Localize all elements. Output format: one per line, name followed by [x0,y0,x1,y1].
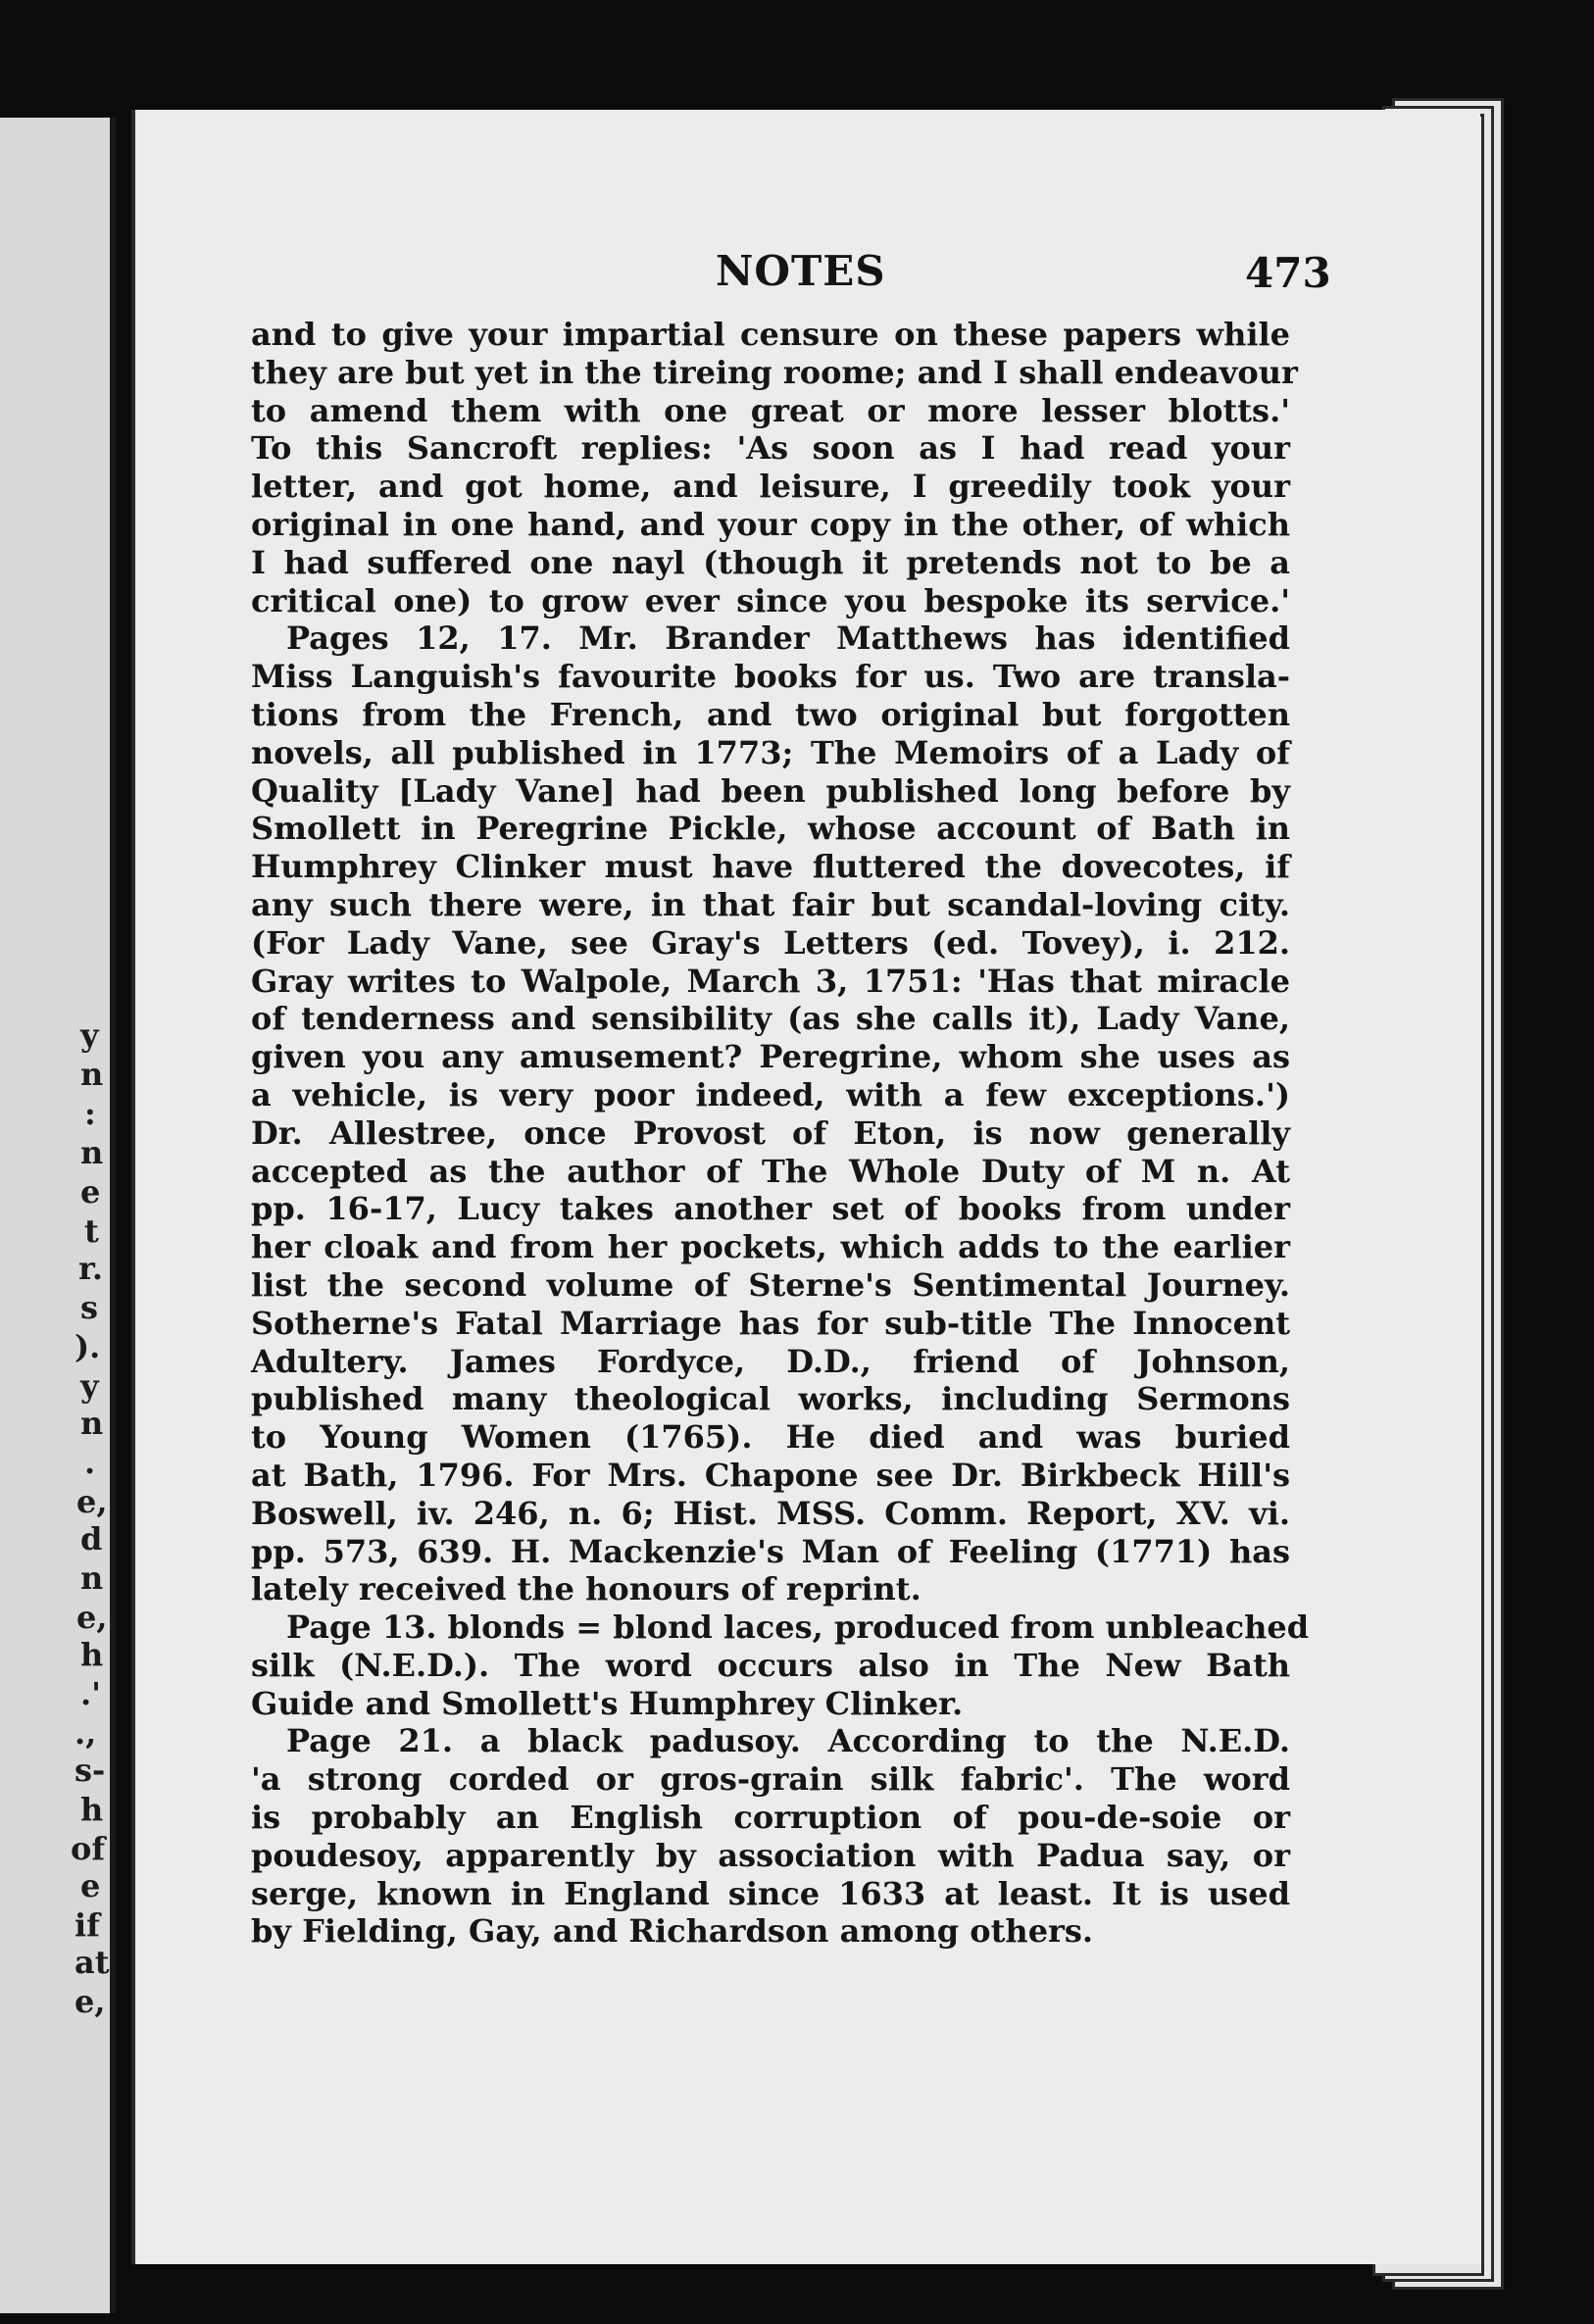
page-number: 473 [1245,249,1331,297]
facing-page-fragment: s- [75,1752,106,1789]
page-header [135,247,1480,306]
note-entry-page-13: Page 13. blonds = blond laces, produced from unbleached [286,1608,1310,1647]
text-line: list the second volume of Sterne's Sentimental Journey. [251,1265,1290,1304]
text-line: is probably an English corruption of pou-de-soie or [251,1799,1290,1837]
text-line: (For Lady Vane, see Gray's Letters (ed. Tovey), i. 212. [251,923,1290,962]
text-line: lately received the honours of reprint. [251,1570,922,1608]
text-line: they are but yet in the tireing roome; and I shall endeavour [251,353,1298,391]
book-page [131,110,1480,2264]
facing-page-fragment: e, [76,1599,108,1636]
notes-body [251,316,1310,1951]
facing-page-fragment: t [84,1212,99,1250]
text-line: I had suffered one nayl (though it pretends not to be a [251,543,1290,581]
text-line: pp. 573, 639. H. Mackenzie's Man of Feeling (1771) has [251,1532,1290,1570]
text-line: of tenderness and sensibility (as she calls it), Lady Vane, [251,1000,1290,1038]
text-line: serge, known in England since 1633 at least. It is used [251,1874,1290,1912]
facing-page-edge [0,118,116,2313]
text-line: critical one) to grow ever since you bespoke its service.' [251,581,1290,619]
text-line: her cloak and from her pockets, which adds to the earlier [251,1228,1290,1266]
text-line: To this Sancroft replies: 'As soon as I had read your [251,429,1290,468]
text-line: letter, and got home, and leisure, I greedily took your [251,468,1290,506]
text-line: poudesoy, apparently by association with Padua say, or [251,1836,1290,1874]
facing-page-fragment: h [80,1636,104,1673]
text-line: Humphrey Clinker must have fluttered the dovecotes, if [251,848,1290,886]
facing-page-fragment: e [80,1867,101,1904]
text-line: Gray writes to Walpole, March 3, 1751: 'Has that miracle [251,962,1290,1000]
text-line: pp. 16-17, Lucy takes another set of books from under [251,1190,1290,1228]
facing-page-fragment: d [80,1520,103,1558]
text-line: 'a strong corded or gros-grain silk fabric'. The word [251,1760,1290,1799]
facing-page-fragment: n [80,1559,104,1597]
text-line: accepted as the author of The Whole Duty of M n. At [251,1152,1290,1190]
facing-page-fragment: e, [75,1983,106,2020]
text-line: at Bath, 1796. For Mrs. Chapone see Dr. Birkbeck Hill's [251,1456,1290,1494]
facing-page-fragment: ). [75,1328,101,1365]
facing-page-fragment: if [75,1906,100,1944]
facing-page-fragment: h [80,1791,104,1828]
note-entry-pages-12-17: Pages 12, 17. Mr. Brander Matthews has identified [286,619,1290,658]
text-line: by Fielding, Gay, and Richardson among others. [251,1912,1094,1951]
facing-page-fragment: n [80,1056,104,1093]
facing-page-fragment: .' [80,1675,101,1712]
facing-page-fragment: s [80,1289,99,1326]
facing-page-fragment: : [84,1095,96,1132]
text-line: to Young Women (1765). He died and was buried [251,1418,1290,1457]
text-line: Guide and Smollett's Humphrey Clinker. [251,1684,964,1722]
text-line: silk (N.E.D.). The word occurs also in The New Bath [251,1646,1290,1684]
running-head: NOTES [716,247,886,295]
facing-page-fragment: y [80,1367,99,1405]
facing-page-fragment: n [80,1134,104,1171]
text-line: Adultery. James Fordyce, D.D., friend of Johnson, [251,1342,1290,1380]
text-line: published many theological works, including Sermons [251,1380,1290,1418]
facing-page-fragment: e [80,1173,101,1211]
facing-page-fragment: y [80,1016,99,1054]
facing-page-fragment: e, [76,1483,108,1520]
facing-page-fragment: at [75,1944,110,1981]
text-line: a vehicle, is very poor indeed, with a few exceptions.') [251,1075,1290,1113]
text-line: Dr. Allestree, once Provost of Eton, is now generally [251,1113,1290,1152]
facing-page-fragment: of [71,1830,106,1867]
text-line: Sotherne's Fatal Marriage has for sub-title The Innocent [251,1304,1290,1342]
facing-page-fragment: r. [78,1250,104,1287]
text-line: original in one hand, and your copy in the other, of which [251,505,1290,543]
facing-page-fragment: . [84,1444,96,1481]
text-line: Smollett in Peregrine Pickle, whose account of Bath in [251,810,1290,848]
text-line: Miss Languish's favourite books for us. Two are transla- [251,658,1290,696]
facing-page-fragment: ., [75,1714,97,1752]
text-line: novels, all published in 1773; The Memoirs of a Lady of [251,733,1290,771]
text-line: given you any amusement? Peregrine, whom she uses as [251,1038,1290,1076]
text-line: tions from the French, and two original but forgotten [251,695,1290,733]
text-line: to amend them with one great or more lesser blotts.' [251,391,1290,429]
text-line: Boswell, iv. 246, n. 6; Hist. MSS. Comm. Report, XV. vi. [251,1494,1290,1532]
text-line: any such there were, in that fair but scandal-loving city. [251,885,1290,923]
note-entry-page-21: Page 21. a black padusoy. According to the N.E.D. [286,1722,1290,1760]
text-line: Quality [Lady Vane] had been published long before by [251,771,1290,810]
facing-page-fragment: n [80,1405,104,1442]
text-line: and to give your impartial censure on these papers while [251,316,1290,353]
